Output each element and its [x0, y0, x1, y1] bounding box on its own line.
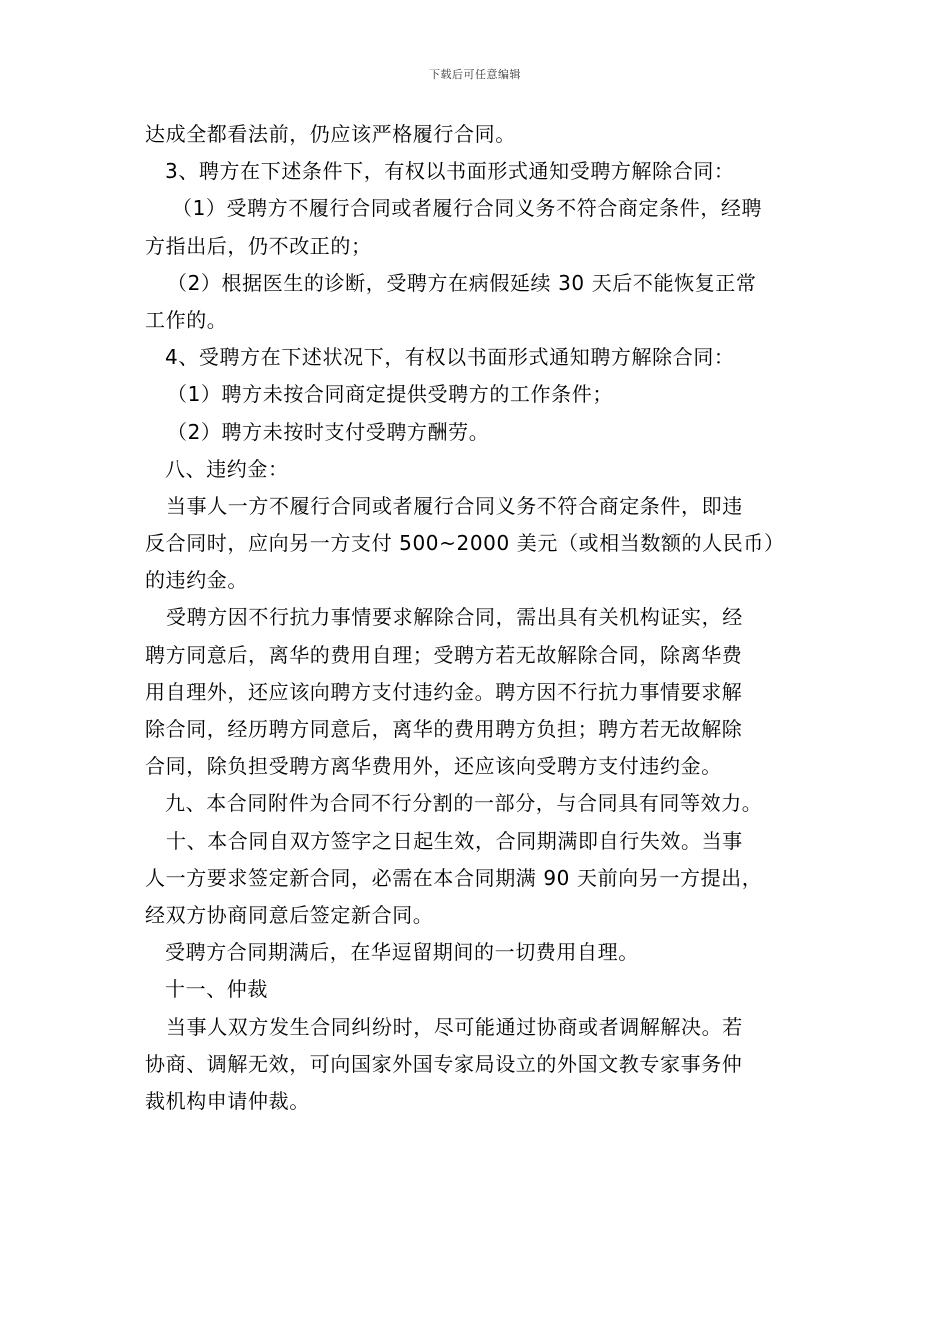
- page-header: 下载后可任意编辑: [429, 68, 521, 81]
- paragraph-line: 用自理外，还应该向聘方支付违约金。聘方因不行抗力事情要求解: [145, 679, 743, 704]
- section-9-heading: 九、本合同附件为合同不行分割的一部分，与合同具有同等效力。: [165, 791, 763, 816]
- paragraph-line: 协商、调解无效，可向国家外国专家局设立的外国文教专家事务仲: [145, 1051, 743, 1076]
- paragraph-line: 裁机构申请仲裁。: [145, 1088, 310, 1113]
- clause-4-item-2: （2）聘方未按时支付受聘方酬劳。: [167, 419, 490, 444]
- text-line: 方指出后，仍不改正的；: [145, 233, 372, 258]
- clause-3-item-1: （1）受聘方不履行合同或者履行合同义务不符合商定条件，经聘: [172, 196, 763, 221]
- paragraph-line: 反合同时，应向另一方支付 500~2000 美元（或相当数额的人民币）: [145, 531, 785, 556]
- paragraph-line: 当事人双方发生合同纠纷时，尽可能通过协商或者调解解决。若: [166, 1014, 743, 1039]
- section-11-heading: 十一、仲裁: [165, 977, 268, 1002]
- paragraph-line: 受聘方合同期满后，在华逗留期间的一切费用自理。: [165, 940, 639, 965]
- document-body: [145, 116, 807, 1120]
- paragraph-line: 受聘方因不行抗力事情要求解除合同，需出具有关机构证实，经: [166, 605, 743, 630]
- section-8-heading: 八、违约金：: [165, 456, 289, 481]
- paragraph-line: 聘方同意后，离华的费用自理；受聘方若无故解除合同，除离华费: [145, 642, 743, 667]
- paragraph-line: 当事人一方不履行合同或者履行合同义务不符合商定条件，即违: [166, 493, 743, 518]
- text-line: 工作的。: [145, 307, 228, 332]
- paragraph-line: 经双方协商同意后签定新合同。: [145, 902, 434, 927]
- paragraph-line: 人一方要求签定新合同，必需在本合同期满 90 天前向另一方提出，: [145, 865, 763, 890]
- clause-3-item-2: （2）根据医生的诊断，受聘方在病假延续 30 天后不能恢复正常: [167, 270, 757, 295]
- paragraph-line: 除合同，经历聘方同意后，离华的费用聘方负担；聘方若无故解除: [145, 717, 743, 741]
- clause-4-heading: 4、受聘方在下述状况下，有权以书面形式通知聘方解除合同：: [165, 345, 735, 370]
- clause-3-heading: 3、聘方在下述条件下，有权以书面形式通知受聘方解除合同：: [165, 159, 735, 184]
- section-10-heading: 十、本合同自双方签字之日起生效，合同期满即自行失效。当事: [166, 828, 743, 853]
- paragraph-line: 的违约金。: [145, 568, 248, 593]
- text-line: 达成全都看法前，仍应该严格履行合同。: [145, 122, 516, 146]
- clause-4-item-1: （1）聘方未按合同商定提供受聘方的工作条件；: [167, 382, 613, 407]
- paragraph-line: 合同，除负担受聘方离华费用外，还应该向受聘方支付违约金。: [145, 754, 722, 779]
